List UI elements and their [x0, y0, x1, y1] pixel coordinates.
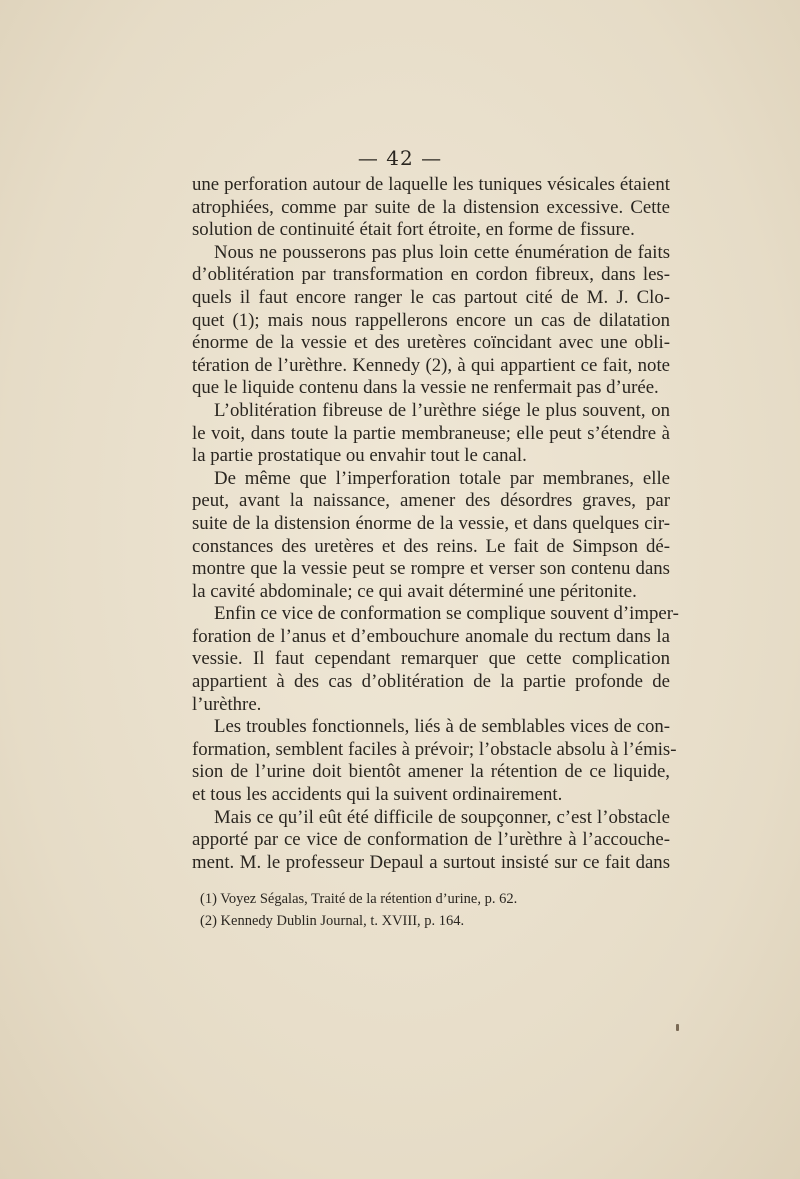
text-line: apporté par ce vice de conformation de l’urèthre à l’accouche- [192, 829, 670, 851]
page-number: — 42 — [357, 146, 443, 170]
text-line: Nous ne pousserons pas plus loin cette énumération de faits [214, 241, 670, 263]
text-line: et tous les accidents qui la suivent ordinairement. [192, 784, 563, 806]
text-line: la partie prostatique ou envahir tout le canal. [192, 445, 527, 467]
text-line: le voit, dans toute la partie membraneuse; elle peut s’étendre à [192, 422, 670, 444]
text-line: énorme de la vessie et des uretères coïncidant avec une obli- [192, 332, 670, 354]
footnotes [200, 888, 660, 932]
text-line: d’oblitération par transformation en cordon fibreux, dans les- [192, 264, 670, 286]
text-line: appartient à des cas d’oblitération de la partie profonde de [192, 671, 670, 693]
text-line: Mais ce qu’il eût été difficile de soupçonner, c’est l’obstacle [214, 806, 670, 828]
text-line: Les troubles fonctionnels, liés à de semblables vices de con- [214, 716, 670, 738]
text-line: peut, avant la naissance, amener des désordres graves, par [192, 490, 670, 512]
text-line: l’urèthre. [192, 693, 262, 715]
text-line: sion de l’urine doit bientôt amener la rétention de ce liquide, [192, 761, 670, 783]
text-line: suite de la distension énorme de la vessie, et dans quelques cir- [192, 512, 670, 534]
text-line: que le liquide contenu dans la vessie ne renfermait pas d’urée. [192, 377, 659, 399]
text-line: formation, semblent faciles à prévoir; l’obstacle absolu à l’émis- [192, 738, 677, 760]
text-line: solution de continuité était fort étroite, en forme de fissure. [192, 219, 635, 241]
text-line: De même que l’imperforation totale par membranes, elle [214, 467, 670, 489]
text-line: L’oblitération fibreuse de l’urèthre siége le plus souvent, on [214, 399, 670, 421]
text-line: vessie. Il faut cependant remarquer que cette complication [192, 648, 670, 670]
footnote: (1) Voyez Ségalas, Traité de la rétention d’urine, p. 62. [200, 891, 518, 907]
text-line: constances des uretères et des reins. Le fait de Simpson dé- [192, 535, 670, 557]
text-line: montre que la vessie peut se rompre et verser son contenu dans [192, 558, 670, 580]
text-line: une perforation autour de laquelle les tuniques vésicales étaient [192, 174, 670, 195]
page-mark [676, 1024, 679, 1031]
body-text [192, 174, 679, 874]
text-line: Enfin ce vice de conformation se complique souvent d’imper- [214, 603, 679, 625]
text-line: foration de l’anus et d’embouchure anomale du rectum dans la [192, 625, 670, 647]
text-line: quet (1); mais nous rappellerons encore un cas de dilatation [192, 309, 670, 331]
text-line: ment. M. le professeur Depaul a surtout insisté sur ce fait dans [192, 851, 670, 873]
footnote: (2) Kennedy Dublin Journal, t. XVIII, p. 164. [200, 913, 465, 929]
text-line: atrophiées, comme par suite de la distension excessive. Cette [192, 196, 670, 218]
text-line: tération de l’urèthre. Kennedy (2), à qui appartient ce fait, note [192, 354, 670, 376]
text-line: quels il faut encore ranger le cas partout cité de M. J. Clo- [192, 286, 670, 308]
text-line: la cavité abdominale; ce qui avait déterminé une péritonite. [192, 580, 637, 602]
